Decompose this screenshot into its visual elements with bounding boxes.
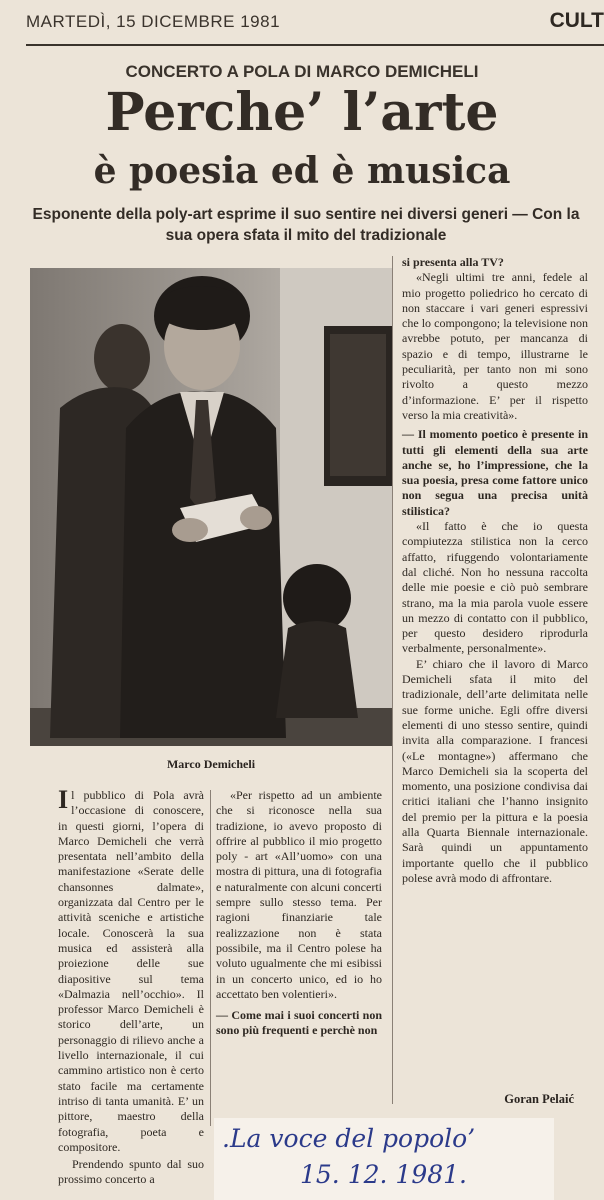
handwritten-source: .La voce del popolo’ <box>222 1124 476 1153</box>
interview-question: — Come mai i suoi concerti non sono più frequenti e perchè non <box>216 1008 382 1038</box>
column-1-text: l pubblico di Pola avrà l’occasione di conoscere, in questi giorni, l’opera di Marco Demicheli che verrà presentata nell’ambito della manifestazione «Serate delle chansonnes dalmate», organizzata dal Centro per le attività sceniche e artistiche locale. Conoscerà la sua musica ed assisterà alla proiezione delle sue diapositive sul tema «Dalmazia nell’occhio». Il professor Marco Demicheli è storico dell’arte, un personaggio di rilievo anche a livello internazionale, il cui cammino artistico non è certo stato facile ma certamente intriso di tanta umanità. E’ un pittore, maestro della fotografia, poeta e compositore. <box>58 788 204 1154</box>
interview-answer: «Negli ultimi tre anni, fedele al mio progetto poliedrico ho cercato di non staccare i vari generi espressivi che lo compongono; la televisione non avrebbe potuto, per mancanza di spazio e di tempo, illustrarne le peculiarità, per tanto non mi sono rivolto a questo mezzo d’informazione. E’ per il rispetto verso la mia creatività». <box>402 270 588 422</box>
article-column-2 <box>216 788 382 1039</box>
column-2-paragraph: «Per rispetto ad un ambiente che si riconosce nella sua tradizione, io avevo proposto di offrire al pubblico il mio progetto poly - art «All’uomo» con una mostra di pittura, una di fotografia e naturalmente con alcuni concerti sempre sullo stesso tema. Per ragioni finanziarie tale realizzazione non è stata possibile, ma il Centro polese ha voluto ugualmente che mi esibissi in un concerto unico, ed io ho accettato ben volentieri». <box>216 788 382 1001</box>
author-signature: Goran Pelaić <box>504 1092 574 1106</box>
interview-question: si presenta alla TV? <box>402 255 504 269</box>
dropcap: I <box>58 785 69 814</box>
article-title-line1: Perche’ l’arte <box>105 82 499 143</box>
header-section: CULT <box>549 9 604 32</box>
column-divider <box>210 790 211 1126</box>
interview-question: — Il momento poetico è presente in tutti gli elementi della sua arte anche se, ho l’impressione, che la sua poesia, presa come fattore unico non segua una precisa unità stilistica? <box>402 427 588 518</box>
article-subtitle: Esponente della poly-art esprime il suo sentire nei diversi generi — Con la sua opera sfata il mito del tradizionale <box>32 206 580 244</box>
article-kicker: CONCERTO A POLA DI MARCO DEMICHELI <box>125 62 479 81</box>
article-column-1 <box>58 785 204 1188</box>
handwritten-date: 15. 12. 1981. <box>300 1160 467 1189</box>
article-title-line2: è poesia ed è musica <box>93 150 511 192</box>
photo-caption: Marco Demicheli <box>166 757 256 771</box>
interview-answer: «Il fatto è che io questa compiutezza stilistica non la cerco affatto, rifuggendo volontariamente dal cliché. Non ho nessuna raccolta delle mie poesie e ciò può sembrare strano, ma la mia parola vuole essere un mezzo di contatto con il pubblico, per questo desidero riprodurla verbalmente, personalmente». <box>402 519 588 656</box>
closing-paragraph: E’ chiaro che il lavoro di Marco Demicheli sfata il mito del tradizionale, dell’arte delimitata nelle sue forme uniche. Egli offre diversi elementi di uno stesso sentire, quindi invita alla comparazione. I francesi («Le montagne») affermano che Marco Demicheli sia la scoperta del momento, una posizione condivisa dai critici italiani che l’hanno insignito del premio per la pittura e la poesia alla Quarta Biennale internazionale. Sarà quindi un appuntamento importante quello che il pubblico polese avrà modo di affrontare. <box>402 656 588 885</box>
header-rule <box>26 44 604 46</box>
article-column-3 <box>402 255 588 886</box>
column-divider <box>392 256 393 1104</box>
column-1-paragraph-2: Prendendo spunto dal suo prossimo concerto a <box>58 1157 204 1187</box>
column-1-paragraph <box>58 785 204 1155</box>
artist-photo <box>30 268 392 746</box>
header-date: MARTEDÌ, 15 DICEMBRE 1981 <box>26 12 281 31</box>
